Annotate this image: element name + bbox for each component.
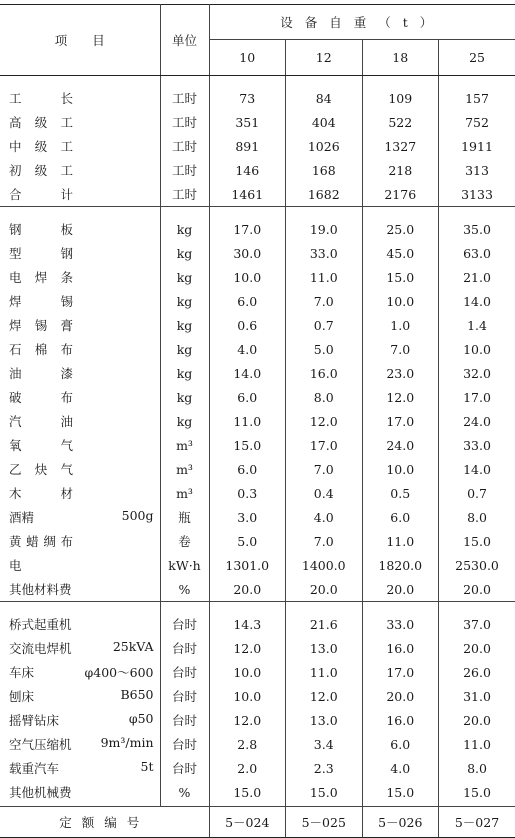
item-unit: 工时 [160, 158, 209, 182]
quota-value: 24.0 [439, 409, 515, 433]
quota-value: 7.0 [362, 337, 439, 361]
quota-value: 0.4 [286, 481, 363, 505]
quota-value: 26.0 [439, 660, 515, 684]
item-label: 氧气 [9, 436, 73, 454]
quota-value: 313 [439, 158, 515, 182]
quota-value: 11.0 [286, 660, 363, 684]
materials-row [0, 577, 515, 602]
quota-value: 17.0 [286, 433, 363, 457]
quota-value: 14.0 [439, 457, 515, 481]
item-spec: B650 [120, 687, 153, 702]
quota-value: 20.0 [439, 708, 515, 732]
quota-value: 1327 [362, 134, 439, 158]
quota-value: 10.0 [362, 289, 439, 313]
quota-value: 891 [209, 134, 286, 158]
item-unit: kW·h [160, 553, 209, 577]
quota-value: 25.0 [362, 217, 439, 241]
materials-item-name [0, 409, 160, 433]
item-label: 油漆 [9, 364, 73, 382]
item-unit: 卷 [160, 529, 209, 553]
item-unit: kg [160, 289, 209, 313]
item-label: 桥式起重机 [9, 617, 72, 632]
item-label: 刨床 [9, 687, 34, 705]
quota-value: 12.0 [286, 684, 363, 708]
item-unit: 台时 [160, 756, 209, 780]
item-label: 乙炔气 [9, 460, 73, 478]
quota-value: 33.0 [362, 612, 439, 636]
item-label: 摇臂钻床 [9, 713, 59, 728]
materials-item-name [0, 553, 160, 577]
item-label: 中级工 [9, 137, 73, 155]
item-unit: m³ [160, 457, 209, 481]
quota-value: 32.0 [439, 361, 515, 385]
quota-value: 752 [439, 110, 515, 134]
quota-value: 109 [362, 86, 439, 110]
quota-value: 12.0 [209, 708, 286, 732]
section-spacer [0, 602, 515, 613]
item-spec: φ400～600 [85, 663, 154, 681]
quota-value: 11.0 [439, 732, 515, 756]
machinery-item-name [0, 780, 160, 804]
materials-item-name [0, 217, 160, 241]
materials-row [0, 313, 515, 337]
quota-value: 11.0 [209, 409, 286, 433]
item-label: 钢板 [9, 220, 73, 238]
item-label: 工长 [9, 89, 73, 107]
quota-value: 20.0 [439, 636, 515, 660]
quota-value: 404 [286, 110, 363, 134]
item-unit: kg [160, 361, 209, 385]
quota-value: 11.0 [362, 529, 439, 553]
quota-value: 10.0 [362, 457, 439, 481]
materials-row [0, 361, 515, 385]
item-unit: 工时 [160, 110, 209, 134]
labor-item-name [0, 110, 160, 134]
quota-value: 37.0 [439, 612, 515, 636]
machinery-row [0, 636, 515, 660]
quota-value: 20.0 [362, 577, 439, 602]
item-unit: 瓶 [160, 505, 209, 529]
quota-value: 157 [439, 86, 515, 110]
quota-value: 15.0 [439, 780, 515, 804]
quota-value: 73 [209, 86, 286, 110]
item-label: 交流电焊机 [9, 641, 72, 656]
quota-value: 84 [286, 86, 363, 110]
quota-value: 1.0 [362, 313, 439, 337]
quota-value: 19.0 [286, 217, 363, 241]
item-unit: m³ [160, 433, 209, 457]
machinery-row [0, 612, 515, 636]
quota-value: 11.0 [286, 265, 363, 289]
materials-item-name [0, 577, 160, 602]
quota-value: 4.0 [362, 756, 439, 780]
materials-item-name [0, 385, 160, 409]
machinery-item-name [0, 612, 160, 636]
item-spec: 5t [141, 759, 154, 774]
section-spacer [0, 207, 515, 218]
quota-value: 2176 [362, 182, 439, 207]
quota-value: 35.0 [439, 217, 515, 241]
materials-row [0, 409, 515, 433]
header-weight: 18 [362, 40, 439, 76]
quota-value: 15.0 [286, 780, 363, 804]
materials-item-name [0, 241, 160, 265]
quota-value: 15.0 [209, 433, 286, 457]
item-label: 型钢 [9, 244, 73, 262]
quota-value: 0.7 [286, 313, 363, 337]
item-label: 酒精 [9, 508, 34, 526]
quota-code: 5－024 [209, 807, 286, 838]
materials-row [0, 505, 515, 529]
quota-value: 12.0 [286, 409, 363, 433]
quota-value: 6.0 [209, 385, 286, 409]
materials-item-name [0, 337, 160, 361]
machinery-item-name [0, 732, 160, 756]
quota-value: 63.0 [439, 241, 515, 265]
item-unit: 台时 [160, 636, 209, 660]
item-label: 空气压缩机 [9, 737, 72, 752]
materials-item-name [0, 481, 160, 505]
quota-value: 0.6 [209, 313, 286, 337]
materials-row [0, 265, 515, 289]
quota-value: 2.8 [209, 732, 286, 756]
machinery-row [0, 660, 515, 684]
item-unit: 工时 [160, 182, 209, 207]
machinery-item-name [0, 756, 160, 780]
item-unit: 台时 [160, 684, 209, 708]
quota-value: 30.0 [209, 241, 286, 265]
quota-value: 4.0 [286, 505, 363, 529]
item-label: 木材 [9, 484, 73, 502]
quota-value: 5.0 [286, 337, 363, 361]
quota-value: 6.0 [362, 732, 439, 756]
materials-row [0, 457, 515, 481]
item-label: 汽油 [9, 412, 73, 430]
item-spec: 25kVA [113, 639, 154, 654]
materials-row [0, 241, 515, 265]
item-label: 电焊条 [9, 268, 73, 286]
quota-value: 12.0 [209, 636, 286, 660]
item-unit: kg [160, 409, 209, 433]
quota-value: 14.0 [439, 289, 515, 313]
quota-value: 10.0 [209, 660, 286, 684]
materials-item-name [0, 505, 160, 529]
quota-value: 20.0 [209, 577, 286, 602]
materials-row [0, 553, 515, 577]
materials-row [0, 217, 515, 241]
quota-value: 351 [209, 110, 286, 134]
quota-value: 1820.0 [362, 553, 439, 577]
quota-value: 8.0 [439, 505, 515, 529]
item-unit: % [160, 577, 209, 602]
quota-value: 6.0 [362, 505, 439, 529]
materials-row [0, 433, 515, 457]
item-label: 其他材料费 [9, 582, 72, 597]
quota-value: 10.0 [439, 337, 515, 361]
item-unit: 工时 [160, 134, 209, 158]
quota-value: 146 [209, 158, 286, 182]
header-weight: 10 [209, 40, 286, 76]
item-unit: kg [160, 313, 209, 337]
quota-table [0, 4, 515, 838]
machinery-item-name [0, 660, 160, 684]
quota-value: 45.0 [362, 241, 439, 265]
item-unit: kg [160, 217, 209, 241]
item-unit: % [160, 780, 209, 804]
quota-value: 1.4 [439, 313, 515, 337]
machinery-row [0, 780, 515, 804]
materials-row [0, 385, 515, 409]
machinery-row [0, 708, 515, 732]
quota-value: 15.0 [362, 780, 439, 804]
materials-item-name [0, 361, 160, 385]
quota-value: 21.6 [286, 612, 363, 636]
header-group: 设备自重（t） [209, 5, 515, 40]
labor-row [0, 182, 515, 207]
quota-value: 7.0 [286, 529, 363, 553]
item-label: 其他机械费 [9, 785, 72, 800]
quota-value: 15.0 [439, 529, 515, 553]
quota-value: 0.7 [439, 481, 515, 505]
quota-value: 15.0 [362, 265, 439, 289]
item-label: 合计 [9, 185, 73, 203]
quota-value: 10.0 [209, 684, 286, 708]
item-label: 初级工 [9, 161, 73, 179]
item-label: 焊锡 [9, 292, 73, 310]
quota-value: 8.0 [286, 385, 363, 409]
item-unit: 台时 [160, 612, 209, 636]
quota-value: 17.0 [209, 217, 286, 241]
quota-value: 13.0 [286, 708, 363, 732]
header-weight: 25 [439, 40, 515, 76]
quota-value: 2530.0 [439, 553, 515, 577]
item-spec: 500g [122, 508, 154, 523]
item-label: 载重汽车 [9, 761, 59, 776]
quota-value: 8.0 [439, 756, 515, 780]
quota-code: 5－027 [439, 807, 515, 838]
quota-value: 16.0 [286, 361, 363, 385]
quota-value: 5.0 [209, 529, 286, 553]
quota-value: 12.0 [362, 385, 439, 409]
quota-value: 1682 [286, 182, 363, 207]
header-item: 项 目 [0, 5, 160, 76]
labor-row [0, 86, 515, 110]
item-label: 石棉布 [9, 340, 73, 358]
quota-value: 20.0 [286, 577, 363, 602]
header-unit: 单位 [160, 5, 209, 76]
machinery-item-name [0, 708, 160, 732]
item-unit: m³ [160, 481, 209, 505]
machinery-item-name [0, 684, 160, 708]
materials-item-name [0, 265, 160, 289]
quota-value: 2.3 [286, 756, 363, 780]
item-spec: 9m³/min [101, 735, 154, 750]
quota-value: 1301.0 [209, 553, 286, 577]
item-unit: 台时 [160, 660, 209, 684]
quota-value: 17.0 [362, 409, 439, 433]
quota-value: 7.0 [286, 289, 363, 313]
materials-item-name [0, 289, 160, 313]
materials-item-name [0, 529, 160, 553]
quota-body [0, 76, 515, 807]
quota-value: 1461 [209, 182, 286, 207]
item-spec: φ50 [129, 711, 154, 726]
quota-value: 0.5 [362, 481, 439, 505]
quota-value: 7.0 [286, 457, 363, 481]
quota-code-label: 定额编号 [0, 807, 209, 838]
labor-item-name [0, 86, 160, 110]
materials-item-name [0, 433, 160, 457]
quota-code-row [0, 807, 515, 838]
quota-code: 5－025 [286, 807, 363, 838]
materials-row [0, 337, 515, 361]
quota-value: 14.3 [209, 612, 286, 636]
quota-value: 6.0 [209, 289, 286, 313]
quota-value: 13.0 [286, 636, 363, 660]
labor-row [0, 158, 515, 182]
quota-value: 21.0 [439, 265, 515, 289]
labor-item-name [0, 182, 160, 207]
machinery-row [0, 732, 515, 756]
machinery-item-name [0, 636, 160, 660]
machinery-row [0, 756, 515, 780]
quota-value: 3.4 [286, 732, 363, 756]
item-unit: kg [160, 337, 209, 361]
quota-value: 218 [362, 158, 439, 182]
quota-value: 168 [286, 158, 363, 182]
quota-value: 522 [362, 110, 439, 134]
quota-value: 15.0 [209, 780, 286, 804]
labor-item-name [0, 158, 160, 182]
item-unit: 台时 [160, 732, 209, 756]
labor-item-name [0, 134, 160, 158]
header-weight: 12 [286, 40, 363, 76]
quota-value: 23.0 [362, 361, 439, 385]
item-unit: 工时 [160, 86, 209, 110]
item-label: 破布 [9, 388, 73, 406]
quota-value: 14.0 [209, 361, 286, 385]
quota-value: 2.0 [209, 756, 286, 780]
quota-value: 1911 [439, 134, 515, 158]
quota-value: 31.0 [439, 684, 515, 708]
quota-value: 20.0 [362, 684, 439, 708]
materials-row [0, 481, 515, 505]
section-spacer [0, 76, 515, 87]
materials-row [0, 289, 515, 313]
quota-value: 17.0 [362, 660, 439, 684]
labor-row [0, 110, 515, 134]
quota-value: 33.0 [286, 241, 363, 265]
quota-value: 16.0 [362, 636, 439, 660]
item-label: 高级工 [9, 113, 73, 131]
quota-value: 4.0 [209, 337, 286, 361]
quota-value: 17.0 [439, 385, 515, 409]
quota-value: 3.0 [209, 505, 286, 529]
quota-value: 3133 [439, 182, 515, 207]
labor-row [0, 134, 515, 158]
materials-row [0, 529, 515, 553]
item-label: 焊锡膏 [9, 316, 73, 334]
quota-value: 6.0 [209, 457, 286, 481]
item-label: 电 [9, 556, 73, 574]
quota-value: 20.0 [439, 577, 515, 602]
quota-value: 1400.0 [286, 553, 363, 577]
quota-value: 24.0 [362, 433, 439, 457]
item-unit: 台时 [160, 708, 209, 732]
item-unit: kg [160, 241, 209, 265]
materials-item-name [0, 313, 160, 337]
item-label: 黄蜡绸布 [9, 532, 73, 550]
machinery-row [0, 684, 515, 708]
quota-value: 1026 [286, 134, 363, 158]
quota-value: 16.0 [362, 708, 439, 732]
item-unit: kg [160, 385, 209, 409]
quota-code: 5－026 [362, 807, 439, 838]
item-unit: kg [160, 265, 209, 289]
quota-value: 10.0 [209, 265, 286, 289]
item-label: 车床 [9, 663, 34, 681]
quota-value: 33.0 [439, 433, 515, 457]
quota-value: 0.3 [209, 481, 286, 505]
materials-item-name [0, 457, 160, 481]
